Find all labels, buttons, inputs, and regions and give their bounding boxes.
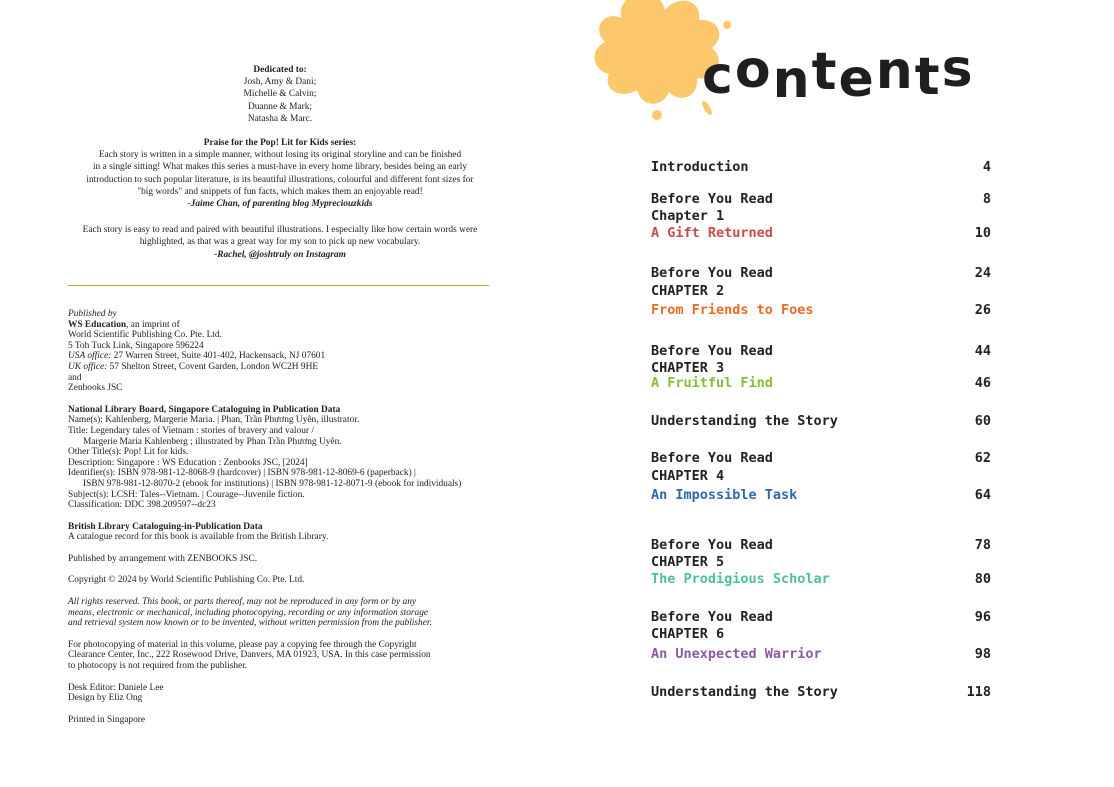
- divider-rule: [68, 285, 489, 286]
- toc-label: CHAPTER 2: [651, 283, 725, 299]
- publisher-name: WS Education: [68, 319, 127, 330]
- toc-label: CHAPTER 3: [651, 360, 725, 376]
- toc-page: 24: [974, 265, 991, 281]
- toc-label: Chapter 1: [651, 208, 725, 224]
- rights-line: All rights reserved. This book, or parts thereof, may not be reproduced in any form or by any: [68, 597, 417, 608]
- toc-page: 10: [974, 225, 991, 241]
- praise-quote-line: "big words" and snippets of fun facts, which makes them an enjoyable read!: [137, 186, 423, 197]
- rights-line: means, electronic or mechanical, including photocopying, recording or any information storage: [68, 607, 429, 618]
- cataloguing-line: Other Title(s): Pop! Lit for kids.: [68, 447, 189, 458]
- toc-page: 80: [974, 571, 991, 587]
- title-letter: o: [734, 40, 773, 100]
- design-credit: Design by Eliz Ong: [68, 693, 143, 704]
- publisher-line: [68, 320, 498, 331]
- usa-office-address: 27 Warren Street, Suite 401-402, Hackensack, NJ 07601: [111, 351, 326, 362]
- toc-page: 44: [974, 343, 991, 359]
- toc-row[interactable]: [651, 360, 991, 376]
- toc-page: 62: [974, 450, 991, 466]
- cataloguing-line: Margerie Maria Kahlenberg ; illustrated by Phan Trần Phương Uyên.: [83, 436, 342, 447]
- dedication-line: Josh, Amy & Dani;: [243, 77, 317, 88]
- toc-row[interactable]: [651, 684, 991, 700]
- toc-label: CHAPTER 4: [651, 468, 725, 484]
- title-letter: n: [875, 41, 915, 101]
- toc-row[interactable]: [651, 375, 991, 391]
- cataloguing-line: ISBN 978-981-12-8070-2 (ebook for institutions) | ISBN 978-981-12-8071-9 (ebook for individuals): [83, 478, 462, 489]
- cataloguing-line: Classification: DDC 398.209597--dc23: [68, 500, 216, 511]
- cataloguing-line: Name(s): Kahlenberg, Margerie Maria. | Phan, Trần Phương Uyên, illustrator.: [68, 415, 360, 426]
- cataloguing-line: Identifier(s): ISBN 978-981-12-8068-9 (hardcover) | ISBN 978-981-12-8069-6 (paperback) |: [68, 468, 416, 479]
- toc-page: 98: [974, 646, 991, 662]
- cataloguing-line: Title: Legendary tales of Vietnam : stories of bravery and valour /: [68, 425, 314, 436]
- praise-author: -Jaime Chan, of parenting blog Mypreciouzkids: [187, 199, 373, 210]
- title-letter: s: [941, 39, 975, 99]
- toc-row[interactable]: [651, 208, 991, 224]
- toc-label: A Gift Returned: [651, 225, 773, 241]
- dedication-line: Michelle & Calvin;: [243, 89, 317, 100]
- toc-label: Introduction: [651, 159, 749, 175]
- published-by-label: Published by: [68, 309, 117, 319]
- toc-label: From Friends to Foes: [651, 302, 814, 318]
- toc-row[interactable]: [651, 450, 991, 466]
- toc-row[interactable]: [651, 302, 991, 318]
- toc-label: Before You Read: [651, 450, 773, 466]
- usa-office-label: USA office:: [68, 351, 112, 362]
- toc-label: Before You Read: [651, 265, 773, 281]
- dedication-line: Duanne & Mark;: [247, 101, 313, 112]
- contents-title: [702, 39, 975, 110]
- zenbooks-name: Zenbooks JSC: [68, 383, 123, 394]
- praise-author: -Rachel, @joshtruly on Instagram: [214, 249, 346, 260]
- toc-label: A Fruitful Find: [651, 375, 773, 391]
- photocopy-line: Clearance Center, Inc., 222 Rosewood Drive, Danvers, MA 01923, USA. In this case permission: [68, 650, 431, 661]
- toc-page: 60: [974, 413, 991, 429]
- toc-label: Understanding the Story: [651, 413, 838, 429]
- toc-row[interactable]: [651, 626, 991, 642]
- photocopy-line: to photocopy is not required from the publisher.: [68, 661, 248, 672]
- british-library-text: A catalogue record for this book is available from the British Library.: [68, 532, 329, 543]
- toc-label: An Unexpected Warrior: [651, 646, 822, 662]
- toc-label: CHAPTER 5: [651, 554, 725, 570]
- dedication-line: Natasha & Marc.: [247, 113, 313, 124]
- toc-page: 4: [982, 159, 991, 175]
- publication-info: [68, 309, 498, 725]
- toc-row[interactable]: [651, 343, 991, 359]
- contents-page: [557, 0, 1114, 787]
- toc-label: The Prodigious Scholar: [651, 571, 830, 587]
- praise-quote-line: Each story is easy to read and paired with beautiful illustrations. I especially like how certain words were: [82, 225, 478, 236]
- arrangement-text: Published by arrangement with ZENBOOKS JSC.: [68, 553, 258, 564]
- toc-row[interactable]: [651, 159, 991, 175]
- praise-quote-line: introduction to such popular literature, is its beautiful illustrations, colourful and different font sizes for: [86, 174, 474, 185]
- praise-quote-line: in a single sitting! What makes this series a must-have in every home library, besides being an early: [92, 162, 468, 173]
- toc-page: 64: [974, 487, 991, 503]
- toc-row[interactable]: [651, 413, 991, 429]
- praise-quote-line: Each story is written in a simple manner, without losing its original storyline and can be finished: [98, 150, 462, 161]
- dedication-block: [60, 64, 500, 125]
- cataloguing-line: Subject(s): LCSH: Tales--Vietnam. | Courage--Juvenile fiction.: [68, 489, 305, 500]
- uk-office-label: UK office:: [68, 361, 108, 372]
- toc-label: Understanding the Story: [651, 684, 838, 700]
- toc-row[interactable]: [651, 609, 991, 625]
- printed-in: Printed in Singapore: [68, 714, 146, 725]
- title-letter: c: [702, 46, 735, 106]
- toc-label: An Impossible Task: [651, 487, 798, 503]
- title-letter: t: [914, 47, 942, 107]
- cataloguing-line: Description: Singapore : WS Education : Zenbooks JSC, [2024]: [68, 457, 308, 468]
- toc-page: 78: [974, 537, 991, 553]
- toc-row[interactable]: [651, 554, 991, 570]
- british-library-heading: British Library Cataloguing-in-Publication Data: [68, 521, 263, 532]
- toc-row[interactable]: [651, 191, 991, 207]
- toc-label: Before You Read: [651, 343, 773, 359]
- toc-label: CHAPTER 6: [651, 626, 725, 642]
- toc-page: 8: [982, 191, 991, 207]
- toc-row[interactable]: [651, 225, 991, 241]
- toc-label: Before You Read: [651, 191, 773, 207]
- copyright-text: Copyright © 2024 by World Scientific Publishing Co. Pte. Ltd.: [68, 575, 305, 586]
- toc-page: 26: [974, 302, 991, 318]
- praise-block: [60, 137, 500, 261]
- praise-quote-line: highlighted, as that was a great way for my son to pick up new vocabulary.: [139, 237, 421, 248]
- toc-page: 46: [974, 375, 991, 391]
- desk-editor: Desk Editor: Daniele Lee: [68, 682, 164, 693]
- dedication-heading: Dedicated to:: [253, 65, 307, 75]
- photocopy-line: For photocopying of material in this volume, please pay a copying fee through the Copyright: [68, 639, 417, 650]
- publisher-company: World Scientific Publishing Co. Pte. Ltd.: [68, 330, 222, 341]
- toc-row[interactable]: [651, 487, 991, 503]
- toc-label: Before You Read: [651, 609, 773, 625]
- toc-label: Before You Read: [651, 537, 773, 553]
- uk-office: [68, 362, 498, 373]
- toc-row[interactable]: [651, 646, 991, 662]
- cataloguing-heading: National Library Board, Singapore Cataloguing in Publication Data: [68, 404, 341, 415]
- uk-office-address: 57 Shelton Street, Covent Garden, London WC2H 9HE: [107, 361, 319, 372]
- usa-office: [68, 351, 498, 362]
- toc-row[interactable]: [651, 468, 991, 484]
- rights-line: and retrieval system now known or to be invented, without written permission from the publisher.: [68, 618, 432, 629]
- publisher-address: 5 Toh Tuck Link, Singapore 596224: [68, 340, 204, 351]
- and-text: and: [68, 372, 82, 383]
- praise-heading: Praise for the Pop! Lit for Kids series:: [203, 138, 357, 148]
- toc-row[interactable]: [651, 265, 991, 281]
- toc-row[interactable]: [651, 571, 991, 587]
- toc-page: 118: [966, 684, 991, 700]
- title-letter: t: [811, 42, 839, 102]
- toc-row[interactable]: [651, 537, 991, 553]
- title-letter: n: [772, 50, 812, 110]
- toc-row[interactable]: [651, 283, 991, 299]
- publisher-imprint-text: , an imprint of: [126, 319, 180, 330]
- toc-page: 96: [974, 609, 991, 625]
- title-letter: e: [838, 49, 876, 109]
